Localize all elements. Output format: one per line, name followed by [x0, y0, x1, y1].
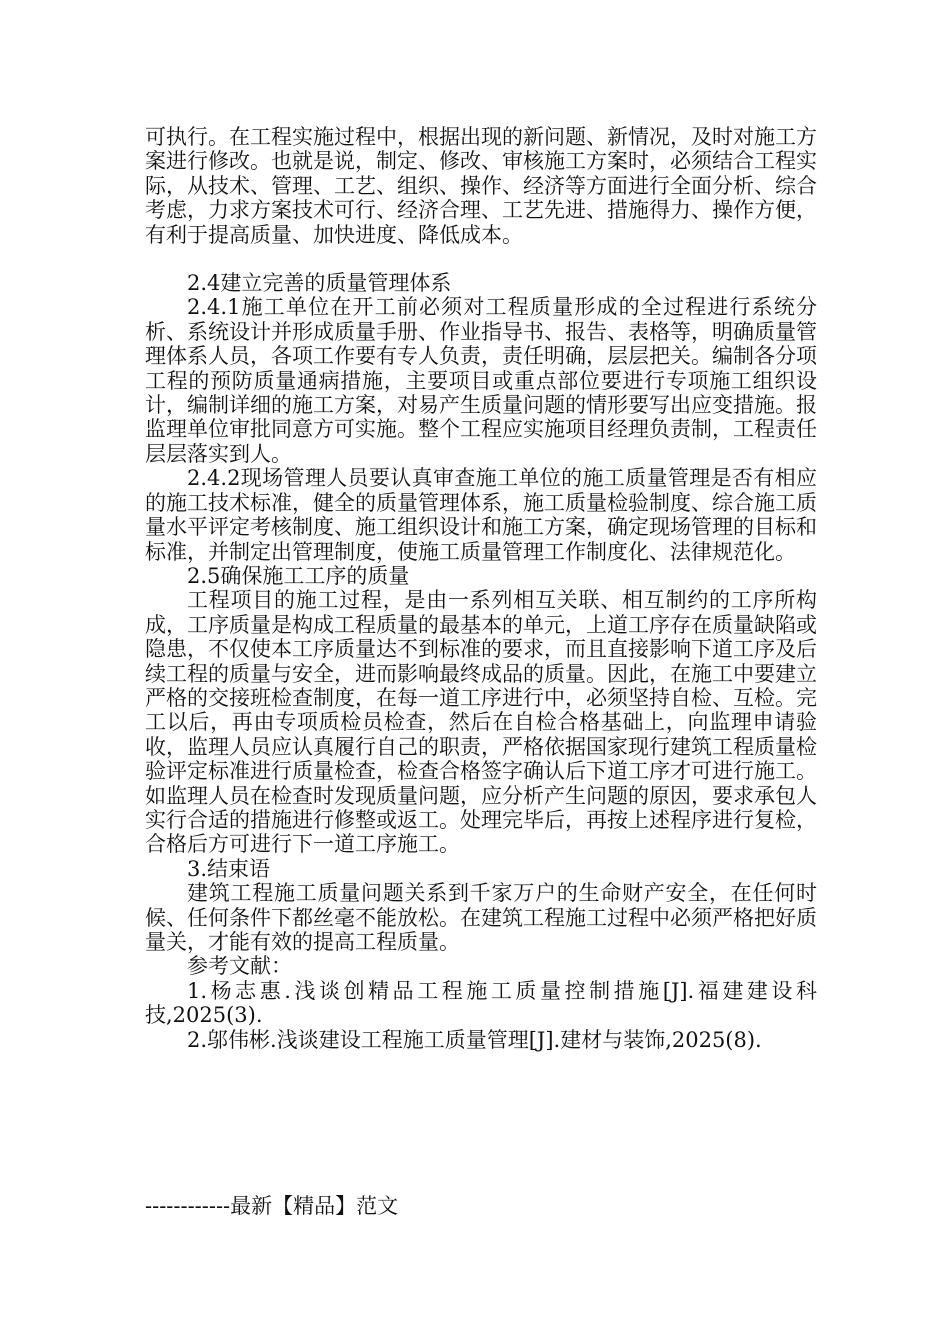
paragraph-2-5: 工程项目的施工过程，是由一系列相互关联、相互制约的工序所构成，工序质量是构成工程质量的最基本的单元，上道工序存在质量缺陷或隐患，不仅使本工序质量达不到标准的要求，而且直接影响下道工序及后续工程的质量与安全，进而影响最终成品的质量。因此，在施工中要建立严格的交接班检查制度，在每一道工序进行中，必须坚持自检、互检。完工以后，再由专项质检员检查，然后在自检合格基础上，向监理申请验收，监理人员应认真履行自己的职责，严格依据国家现行建筑工程质量检验评定标准进行质量检查，检查合格签字确认后下道工序才可进行施工。如监理人员在检查时发现质量问题，应分析产生问题的原因，要求承包人实行合适的措施进行修整或返工。处理完毕后，再按上述程序进行复检，合格后方可进行下一道工序施工。 — [145, 588, 817, 857]
paragraph-conclusion: 建筑工程施工质量问题关系到千家万户的生命财产安全，在任何时候、任何条件下都丝毫不能放松。在建筑工程施工过程中必须严格把好质量关，才能有效的提高工程质量。 — [145, 881, 817, 954]
section-heading-2-5: 2.5确保施工工序的质量 — [187, 563, 410, 588]
reference-item-1: 1.杨志惠.浅谈创精品工程施工质量控制措施[J].福建建设科技,2025(3). — [145, 978, 817, 1028]
paragraph-continuation: 可执行。在工程实施过程中，根据出现的新问题、新情况，及时对施工方案进行修改。也就是说，制定、修改、审核施工方案时，必须结合工程实际，从技术、管理、工艺、组织、操作、经济等方面进行全面分析、综合考虑，力求方案技术可行、经济合理、工艺先进、措施得力、操作方便，有利于提高质量、加快进度、降低成本。 — [145, 125, 817, 247]
reference-item-2: 2.邬伟彬.浅谈建设工程施工质量管理[J].建材与装饰,2025(8). — [187, 1027, 762, 1052]
paragraph-2-4-1: 2.4.1施工单位在开工前必须对工程质量形成的全过程进行系统分析、系统设计并形成质量手册、作业指导书、报告、表格等，明确质量管理体系人员，各项工作要有专人负责，责任明确，层层把关。编制各分项工程的预防质量通病措施，主要项目或重点部位要进行专项施工组织设计，编制详细的施工方案，对易产生质量问题的情形要写出应变措施。报监理单位审批同意方可实施。整个工程应实施项目经理负责制，工程责任层层落实到人。 — [145, 295, 817, 466]
section-heading-conclusion: 3.结束语 — [187, 856, 271, 881]
paragraph-2-4-2: 2.4.2现场管理人员要认真审查施工单位的施工质量管理是否有相应的施工技术标准，健全的质量管理体系，施工质量检验制度、综合施工质量水平评定考核制度、施工组织设计和施工方案，确定现场管理的目标和标准，并制定出管理制度，使施工质量管理工作制度化、法律规范化。 — [145, 466, 817, 564]
page-footer: ------------最新【精品】范文 — [145, 1194, 399, 1218]
document-body — [145, 125, 817, 1052]
references-heading: 参考文献： — [187, 954, 292, 979]
section-heading-2-4: 2.4建立完善的质量管理体系 — [187, 271, 452, 296]
